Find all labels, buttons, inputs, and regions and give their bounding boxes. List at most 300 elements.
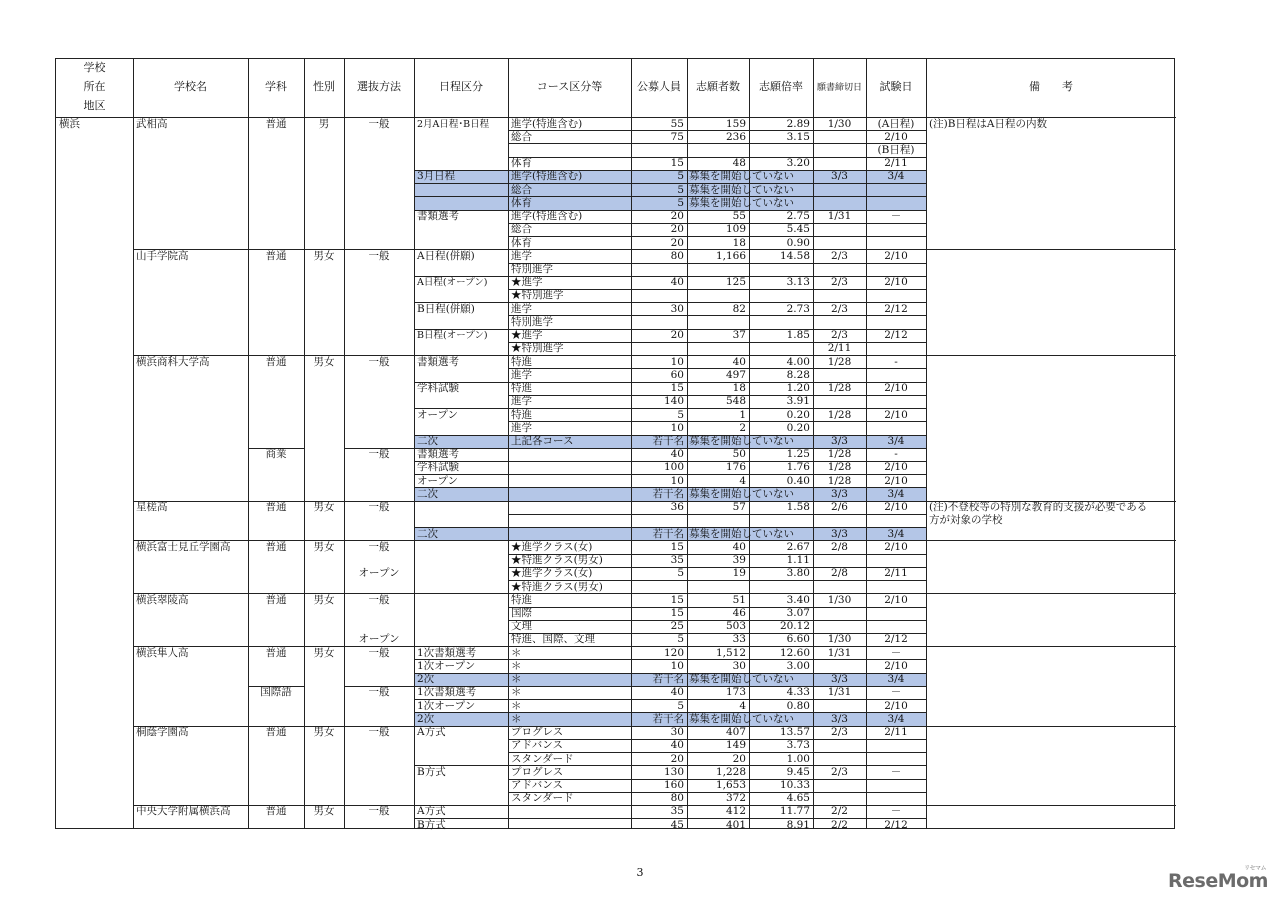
cell-app: 497 (725, 368, 746, 381)
cell-dept: 普通 (265, 593, 287, 606)
cell-exam: 2/10 (884, 699, 908, 712)
cell-dl: 2/3 (831, 329, 848, 342)
cell-ratio: 1.25 (786, 448, 810, 461)
cell-cap: 15 (670, 607, 684, 619)
cell-dl: 2/8 (831, 567, 848, 580)
cell-dl: 1/30 (827, 593, 852, 606)
cell-dl: 2/2 (831, 818, 848, 831)
header-ratio: 志願倍率 (759, 80, 803, 93)
cell-course: 総合 (511, 130, 532, 143)
cell-ratio: 8.91 (786, 818, 810, 831)
cell-sched: 2次 (417, 673, 435, 686)
cell-cap: 15 (670, 157, 684, 170)
cell-ratio: 0.40 (786, 474, 810, 487)
cell-exam: 3/4 (887, 673, 905, 686)
cell-method: 一般 (368, 540, 390, 553)
cell-dept: 普通 (265, 501, 287, 514)
header-capacity: 公募人員 (637, 80, 681, 93)
cell-ratio: 3.73 (786, 739, 810, 752)
cell-school: 桐蔭学園高 (136, 726, 189, 739)
cell-ratio: 0.80 (786, 699, 810, 712)
cell-ratio: 0.20 (786, 408, 810, 421)
cell-dl: 2/3 (831, 302, 848, 315)
cell-cap: 5 (677, 183, 684, 196)
cell-app: 1,653 (715, 779, 746, 791)
cell-ratio: 3.15 (786, 130, 810, 143)
header-schedule: 日程区分 (439, 80, 483, 93)
cell-dept: 普通 (265, 355, 287, 368)
cell-sched: 書類選考 (417, 210, 459, 223)
cell-dl: 1/28 (827, 448, 852, 461)
cell-dl: 2/3 (831, 276, 848, 289)
cell-school: 横浜隼人高 (136, 646, 189, 659)
cell-ratio: 0.90 (786, 236, 810, 249)
cell-sched: B日程(併願) (417, 302, 475, 315)
cell-sched: A方式 (417, 726, 446, 739)
cell-method: 一般 (368, 646, 390, 659)
cell-school: 星槎高 (136, 501, 168, 514)
cell-course: 特進 (511, 408, 532, 421)
cell-ratio: 1.76 (786, 461, 810, 474)
cell-cap: 5 (677, 633, 684, 646)
cell-exam: － (890, 805, 902, 818)
cell-app: 82 (732, 302, 746, 315)
cell-app: 40 (732, 355, 746, 368)
cell-cap: 55 (670, 117, 684, 130)
cell-course: アドバンス (511, 779, 563, 791)
cell-course: スタンダード (511, 752, 574, 765)
cell-cap: 25 (670, 620, 684, 633)
cell-ratio: 1.11 (786, 554, 810, 567)
cell-app: 109 (725, 223, 746, 236)
cell-course: プログレス (511, 726, 564, 739)
cell-app: 372 (725, 792, 746, 805)
cell-sex: 男 (318, 117, 330, 130)
cell-app: 412 (725, 805, 746, 818)
cell-cap: 5 (677, 196, 684, 209)
cell-exam: 2/10 (884, 474, 908, 487)
cell-course: 進学 (511, 421, 532, 434)
cell-ratio: 8.28 (786, 368, 810, 381)
header-course: コース区分等 (536, 80, 603, 93)
cell-cap: 15 (670, 540, 684, 553)
cell-course: 特進、国際、文理 (511, 633, 595, 646)
cell-dl: 2/11 (827, 342, 852, 355)
cell-app: 20 (732, 752, 746, 765)
cell-ratio: 4.00 (786, 355, 810, 368)
cell-sex: 男女 (313, 805, 335, 818)
cell-app: 18 (732, 382, 746, 395)
cell-exam: (A日程) (877, 117, 915, 130)
cell-exam: 3/4 (887, 527, 905, 540)
cell-course: ★進学クラス(女) (511, 540, 593, 553)
cell-exam: 2/10 (884, 501, 908, 514)
cell-app: 48 (732, 157, 746, 170)
header-dept: 学科 (265, 80, 287, 93)
cell-cap: 若干名 (652, 487, 684, 500)
cell-cap: 5 (677, 699, 684, 712)
cell-sex: 男女 (313, 646, 335, 659)
cell-ratio: 5.45 (786, 223, 810, 236)
header-deadline: 願書締切日 (816, 83, 862, 93)
cell-app: 55 (732, 210, 746, 223)
cell-ratio: 3.00 (786, 659, 810, 672)
cell-cap: 160 (663, 779, 684, 791)
cell-cap: 80 (670, 792, 684, 805)
header-exam-date: 試験日 (879, 80, 913, 93)
cell-dl: 3/3 (831, 487, 848, 500)
cell-sched: 1次書類選考 (417, 646, 477, 659)
cell-sched: 二次 (417, 527, 438, 540)
cell-sched: A方式 (417, 805, 446, 818)
cell-cap: 45 (670, 818, 684, 831)
cell-school: 山手学院高 (136, 249, 189, 262)
cell-dl: 3/3 (831, 435, 848, 448)
cell-course: 進学 (511, 368, 532, 381)
cell-method: 一般 (368, 686, 390, 699)
cell-cap: 40 (670, 276, 684, 289)
cell-dept: 普通 (265, 805, 287, 818)
cell-app: 173 (725, 686, 746, 699)
cell-sched: 学科試験 (417, 382, 459, 395)
header-sex: 性別 (313, 80, 335, 93)
cell-sched: 1次書類選考 (417, 686, 477, 699)
cell-app: 1,166 (715, 249, 746, 262)
cell-dl: 3/3 (831, 170, 848, 183)
cell-dl: 1/28 (827, 408, 852, 421)
cell-sched: 2次 (417, 712, 435, 725)
cell-method: 一般 (368, 805, 390, 818)
cell-course: アドバンス (511, 739, 563, 752)
cell-course: 特別進学 (511, 315, 553, 328)
cell-app: 1,512 (715, 646, 746, 659)
column-divider (304, 59, 305, 828)
cell-exam: - (894, 448, 898, 461)
cell-dl: 1/30 (827, 117, 852, 130)
cell-ratio: 1.58 (786, 501, 810, 514)
cell-cap: 10 (670, 421, 684, 434)
cell-app: 2 (739, 421, 746, 434)
cell-app: 401 (725, 818, 746, 831)
cell-exam: － (890, 210, 902, 223)
cell-cap: 140 (663, 395, 684, 408)
cell-course: ★進学 (511, 329, 543, 342)
cell-app: 募集を開始していない (689, 183, 794, 196)
cell-dl: 1/28 (827, 461, 852, 474)
cell-course: ★特別進学 (511, 342, 564, 355)
cell-ratio: 4.65 (786, 792, 810, 805)
cell-course: 進学 (511, 302, 532, 315)
cell-dept: 国際語 (260, 686, 292, 699)
cell-notes: 方が対象の学校 (929, 514, 1003, 527)
cell-cap: 130 (663, 765, 684, 778)
cell-method: 一般 (368, 726, 390, 739)
cell-cap: 20 (670, 329, 684, 342)
cell-exam: 2/11 (884, 567, 908, 580)
cell-cap: 10 (670, 355, 684, 368)
cell-exam: 2/12 (884, 329, 908, 342)
cell-school: 横浜翠陵高 (136, 593, 189, 606)
cell-school: 武相高 (136, 117, 168, 130)
cell-dl: 1/28 (827, 382, 852, 395)
cell-sched: 1次オープン (417, 699, 476, 712)
cell-app: 33 (732, 633, 746, 646)
cell-cap: 75 (670, 130, 684, 143)
column-divider (133, 59, 134, 828)
cell-app: 募集を開始していない (689, 487, 794, 500)
cell-sched: オープン (417, 408, 459, 421)
cell-dl: 1/30 (827, 633, 852, 646)
cell-cap: 10 (670, 474, 684, 487)
cell-app: 236 (725, 130, 746, 143)
cell-sex: 男女 (313, 501, 335, 514)
cell-course: 体育 (511, 157, 532, 170)
header-method: 選抜方法 (357, 80, 401, 93)
cell-dl: 2/6 (831, 501, 848, 514)
cell-app: 548 (725, 395, 746, 408)
cell-cap: 若干名 (652, 435, 684, 448)
cell-app: 募集を開始していない (689, 435, 794, 448)
cell-course: ★特進クラス(男女) (511, 554, 603, 567)
cell-exam: 2/10 (884, 276, 908, 289)
header-applicants: 志願者数 (696, 80, 740, 93)
cell-exam: 2/10 (884, 461, 908, 474)
cell-area: 横浜 (59, 117, 80, 130)
cell-app: 1 (739, 408, 746, 421)
cell-cap: 80 (670, 249, 684, 262)
cell-course: ＊ (511, 712, 522, 725)
cell-course: 総合 (511, 223, 532, 236)
column-divider (248, 59, 249, 828)
cell-sched: 1次オープン (417, 659, 476, 672)
cell-cap: 20 (670, 210, 684, 223)
cell-exam: - (894, 355, 898, 368)
cell-cap: 100 (663, 461, 684, 474)
cell-app: 19 (732, 567, 746, 580)
cell-app: 159 (725, 117, 746, 130)
cell-sched: A日程(併願) (417, 249, 475, 262)
cell-dept: 普通 (265, 646, 287, 659)
cell-exam: (B日程) (877, 143, 915, 156)
cell-dept: 商業 (265, 448, 287, 461)
cell-ratio: 4.33 (786, 686, 810, 699)
cell-cap: 40 (670, 448, 684, 461)
cell-ratio: 2.73 (786, 302, 810, 315)
cell-course: プログレス (511, 765, 564, 778)
cell-dl: 3/3 (831, 527, 848, 540)
cell-ratio: 3.91 (786, 395, 810, 408)
cell-sex: 男女 (313, 540, 335, 553)
cell-course: 体育 (511, 196, 532, 209)
cell-ratio: 3.20 (786, 157, 810, 170)
cell-ratio: 20.12 (779, 620, 810, 633)
cell-sched: 3月日程 (417, 170, 456, 183)
cell-course: 進学 (511, 395, 532, 408)
cell-dl: 2/3 (831, 765, 848, 778)
cell-ratio: 1.00 (786, 752, 810, 765)
cell-app: 募集を開始していない (689, 527, 794, 540)
cell-course: 進学 (511, 249, 532, 262)
cell-exam: 2/11 (884, 726, 908, 739)
cell-ratio: 6.60 (786, 633, 810, 646)
cell-cap: 60 (670, 368, 684, 381)
cell-dl: 1/31 (827, 646, 852, 659)
cell-cap: 36 (670, 501, 684, 514)
cell-cap: 5 (677, 567, 684, 580)
cell-course: ＊ (511, 659, 522, 672)
cell-course: スタンダード (511, 792, 574, 805)
cell-cap: 若干名 (652, 527, 684, 540)
cell-course: 特進 (511, 355, 532, 368)
cell-app: 4 (739, 699, 746, 712)
cell-app: 募集を開始していない (689, 673, 794, 686)
cell-course: 国際 (511, 607, 532, 619)
cell-sched: オープン (417, 474, 459, 487)
cell-app: 1,228 (715, 765, 746, 778)
cell-dl: 2/2 (831, 805, 848, 818)
cell-cap: 若干名 (652, 673, 684, 686)
cell-cap: 20 (670, 236, 684, 249)
cell-method: 一般 (368, 593, 390, 606)
cell-exam: 2/10 (884, 540, 908, 553)
cell-course: ＊ (511, 699, 522, 712)
cell-ratio: 14.58 (779, 249, 810, 262)
cell-course: ★特進クラス(男女) (511, 580, 603, 593)
cell-dept: 普通 (265, 540, 287, 553)
cell-exam: 2/10 (884, 130, 908, 143)
cell-exam: 2/12 (884, 633, 908, 646)
cell-app: 募集を開始していない (689, 170, 794, 183)
cell-exam: － (890, 765, 902, 778)
cell-dl: 3/3 (831, 712, 848, 725)
cell-exam: 2/10 (884, 659, 908, 672)
cell-dl: 3/3 (831, 673, 848, 686)
cell-cap: 40 (670, 739, 684, 752)
header-school: 学校名 (174, 80, 207, 93)
cell-app: 39 (732, 554, 746, 567)
cell-cap: 20 (670, 223, 684, 236)
cell-sched: 二次 (417, 487, 438, 500)
cell-course: ＊ (511, 646, 522, 659)
cell-method: 一般 (368, 117, 390, 130)
cell-exam: 2/10 (884, 593, 908, 606)
cell-method: オープン (358, 633, 400, 646)
cell-course: ★進学 (511, 276, 543, 289)
cell-dl: 1/31 (827, 686, 852, 699)
cell-course: 特別進学 (511, 263, 553, 276)
cell-method: 一般 (368, 448, 390, 461)
cell-exam: 3/4 (887, 487, 905, 500)
cell-exam: 2/10 (884, 408, 908, 421)
cell-app: 125 (725, 276, 746, 289)
cell-sched: 書類選考 (417, 448, 459, 461)
cell-ratio: 11.77 (779, 805, 810, 818)
cell-sex: 男女 (313, 355, 335, 368)
cell-ratio: 2.75 (786, 210, 810, 223)
cell-cap: 5 (677, 408, 684, 421)
cell-school: 横浜富士見丘学園高 (136, 540, 231, 553)
cell-school: 中央大学附属横浜高 (136, 805, 231, 818)
header-area: 学校 所在 地区 (83, 61, 106, 112)
cell-ratio: 0.20 (786, 421, 810, 434)
cell-cap: 15 (670, 382, 684, 395)
cell-method: 一般 (368, 355, 390, 368)
cell-notes: (注)不登校等の特別な教育的支援が必要である (929, 501, 1148, 514)
cell-course: 文理 (511, 620, 532, 633)
cell-cap: 30 (670, 302, 684, 315)
cell-cap: 10 (670, 659, 684, 672)
cell-app: 40 (732, 540, 746, 553)
cell-course: ＊ (511, 686, 522, 699)
cell-ratio: 10.33 (779, 779, 810, 791)
cell-school: 横浜商科大学高 (136, 355, 210, 368)
cell-sched: A日程(オープン) (417, 277, 488, 289)
cell-method: 一般 (368, 501, 390, 514)
cell-app: 176 (725, 461, 746, 474)
cell-ratio: 1.20 (786, 382, 810, 395)
header-notes: 備 考 (1029, 80, 1073, 93)
cell-course: ★進学クラス(女) (511, 567, 593, 580)
cell-course: 進学(特進含む) (511, 117, 583, 130)
cell-ratio: 3.07 (786, 607, 810, 619)
cell-app: 407 (725, 726, 746, 739)
cell-app: 46 (732, 607, 746, 619)
cell-method: オープン (358, 567, 400, 580)
cell-app: 57 (732, 501, 746, 514)
cell-ratio: 3.40 (786, 593, 810, 606)
cell-exam: 2/10 (884, 249, 908, 262)
resemom-logo: ReseMom リセマム (1168, 865, 1268, 892)
cell-sched: 書類選考 (417, 355, 459, 368)
admissions-table (55, 58, 1175, 829)
cell-app: 募集を開始していない (689, 196, 794, 209)
cell-app: 503 (725, 620, 746, 633)
cell-sex: 男女 (313, 593, 335, 606)
cell-ratio: 3.13 (786, 276, 810, 289)
cell-ratio: 12.60 (779, 646, 810, 659)
cell-dl: 1/31 (827, 210, 852, 223)
cell-exam: － (890, 686, 902, 699)
cell-course: 特進 (511, 593, 532, 606)
cell-course: 進学(特進含む) (511, 170, 583, 183)
cell-cap: 120 (663, 646, 684, 659)
cell-app: 30 (732, 659, 746, 672)
cell-cap: 40 (670, 686, 684, 699)
column-divider (344, 59, 345, 828)
cell-dl: 2/8 (831, 540, 848, 553)
cell-app: 51 (732, 593, 746, 606)
cell-app: 149 (725, 739, 746, 752)
cell-ratio: 1.85 (786, 329, 810, 342)
cell-cap: 5 (677, 170, 684, 183)
cell-cap: 若干名 (652, 712, 684, 725)
cell-exam: － (890, 646, 902, 659)
cell-sched: B方式 (417, 765, 446, 778)
cell-app: 37 (732, 329, 746, 342)
cell-exam: 2/11 (884, 157, 908, 170)
cell-sex: 男女 (313, 726, 335, 739)
cell-course: ★特別進学 (511, 289, 564, 302)
cell-method: 一般 (368, 249, 390, 262)
cell-exam: 3/4 (887, 170, 905, 183)
cell-sched: 二次 (417, 435, 438, 448)
cell-ratio: 9.45 (786, 765, 810, 778)
cell-exam: 3/4 (887, 712, 905, 725)
cell-dept: 普通 (265, 726, 287, 739)
page-number: 3 (636, 866, 644, 879)
cell-app: 4 (739, 474, 746, 487)
cell-sched: 学科試験 (417, 461, 459, 474)
